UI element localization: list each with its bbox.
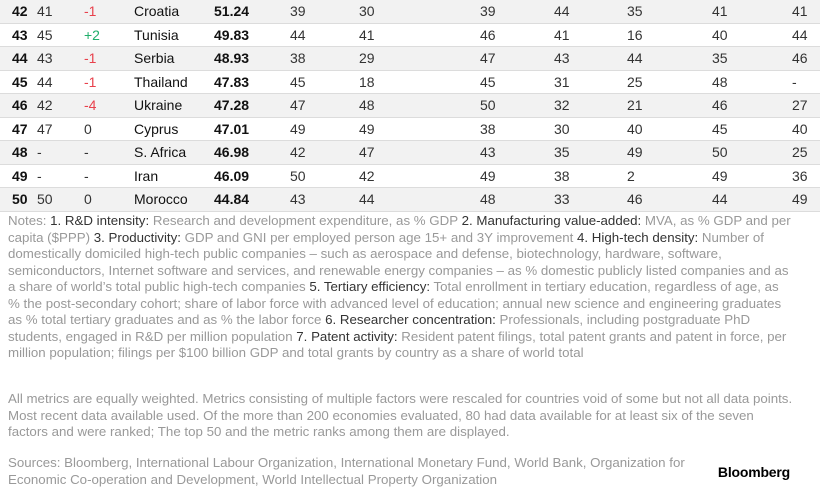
country-cell: Croatia (134, 3, 180, 19)
metric-rank-cell: 25 (627, 73, 643, 90)
metric-rank-cell: 2 (627, 167, 635, 184)
methodology-note: All metrics are equally weighted. Metrics consisting of multiple factors were rescaled for countries void of some but not all data points. Most recent data available used. Of the more than 200 economies evaluated, 80 had data available for at least six of the seven factors and were ranked; The top 50 and the metric ranks among them are displayed. (8, 391, 793, 439)
note-text: Research and development expenditure, as % GDP (149, 213, 462, 228)
metric-rank-cell: 39 (290, 3, 306, 19)
metric-rank-cell: 46 (480, 26, 496, 43)
table-row (0, 47, 820, 71)
metric-rank-cell: 42 (359, 167, 375, 184)
previous-rank-cell: 45 (37, 26, 53, 43)
previous-rank-cell: - (37, 144, 42, 160)
table-row (0, 23, 820, 47)
table-row (0, 141, 820, 165)
metric-rank-cell: 31 (554, 73, 570, 90)
note-text: Resident patent filings, total patent grants and patent in force, per million population; filings per $100 billion GDP and total grants by country as a share of world total (8, 328, 787, 360)
metric-rank-cell: 33 (554, 191, 570, 207)
rank-change-cell: 0 (84, 191, 92, 207)
metric-rank-cell: 50 (712, 144, 728, 160)
rank-cell: 43 (12, 26, 28, 43)
metric-rank-cell: 30 (359, 3, 375, 19)
metric-rank-cell: 39 (480, 3, 496, 19)
rank-cell: 44 (12, 50, 28, 66)
metric-rank-cell: 38 (290, 50, 306, 66)
metric-rank-cell: 45 (290, 73, 306, 90)
note-label: 4. High-tech density: (577, 229, 699, 245)
rank-cell: 48 (12, 144, 28, 160)
rank-cell: 49 (12, 167, 28, 184)
metric-rank-cell: 44 (554, 3, 570, 19)
rank-cell: 42 (12, 3, 28, 19)
previous-rank-cell: 42 (37, 97, 53, 113)
metric-rank-cell: 43 (290, 191, 306, 207)
note-text: MVA, as % GDP and per capita ($PPP) (8, 213, 791, 245)
score-cell: 46.98 (214, 144, 250, 160)
score-cell: 51.24 (214, 3, 250, 19)
metric-rank-cell: 45 (480, 73, 496, 90)
previous-rank-cell: 50 (37, 191, 53, 207)
country-cell: Morocco (134, 191, 188, 207)
metric-rank-cell: 41 (792, 3, 808, 19)
metric-rank-cell: 35 (554, 144, 570, 160)
metric-rank-cell: 41 (554, 26, 570, 43)
score-cell: 49.83 (214, 26, 250, 43)
metric-rank-cell: 25 (792, 144, 808, 160)
note-label: 6. Researcher concentration: (325, 312, 496, 327)
metric-rank-cell: 48 (712, 73, 728, 90)
country-cell: Serbia (134, 50, 175, 66)
metric-rank-cell: 44 (792, 26, 808, 43)
metric-rank-cell: 50 (480, 97, 496, 113)
rank-change-cell: -4 (84, 97, 97, 113)
previous-rank-cell: - (37, 167, 42, 184)
metric-rank-cell: 44 (627, 50, 643, 66)
score-cell: 46.09 (214, 167, 250, 184)
rank-change-cell: - (84, 167, 89, 184)
country-cell: Thailand (134, 73, 188, 90)
score-cell: 44.84 (214, 191, 250, 207)
rank-change-cell: -1 (84, 50, 97, 66)
rank-cell: 47 (12, 120, 28, 137)
country-cell: Cyprus (134, 120, 179, 137)
country-cell: Tunisia (134, 26, 179, 43)
rank-change-cell: 0 (84, 120, 92, 137)
ranking-table (0, 0, 820, 212)
note-text: Total enrollment in tertiary education, regardless of age, as % the post-secondary cohort; share of labor force with advanced level of education; annual new science and engineering graduates as % total tertiary graduates and as % the labor force (8, 279, 782, 327)
metric-rank-cell: 49 (359, 120, 375, 137)
metric-rank-cell: 35 (627, 3, 643, 19)
notes-items (8, 213, 791, 360)
note-label: 3. Productivity: (93, 229, 181, 245)
country-cell: S. Africa (134, 144, 187, 160)
metric-rank-cell: 21 (627, 97, 643, 113)
table-row (0, 0, 820, 23)
notes (8, 213, 793, 362)
rank-change-cell: - (84, 144, 89, 160)
metric-rank-cell: 29 (359, 50, 375, 66)
metric-rank-cell: 48 (359, 97, 375, 113)
metric-rank-cell: 50 (290, 167, 306, 184)
metric-rank-cell: 27 (792, 97, 808, 113)
rank-cell: 46 (12, 97, 28, 113)
previous-rank-cell: 47 (37, 120, 53, 137)
score-cell: 47.01 (214, 120, 250, 137)
note-label: 1. R&D intensity: (50, 213, 150, 228)
metric-rank-cell: 35 (712, 50, 728, 66)
table-row (0, 117, 820, 141)
metric-rank-cell: 16 (627, 26, 643, 43)
previous-rank-cell: 41 (37, 3, 53, 19)
note-text: GDP and GNI per employed person age 15+ and 3Y improvement (180, 229, 578, 245)
metric-rank-cell: 44 (712, 191, 728, 207)
metric-rank-cell: 42 (290, 144, 306, 160)
note-text: Number of domestically domiciled high-tech public companies – such as aerospace and defense, biotechnology, hardware, software, semiconductors, Internet software and services, and renewable energy companies – as % domestic publicly listed companies and as a share of world’s total public high-tech companies (8, 229, 789, 294)
ranking-table-body (0, 0, 820, 211)
table-row (0, 94, 820, 118)
rank-change-cell: -1 (84, 73, 97, 90)
metric-rank-cell: 45 (712, 120, 728, 137)
country-cell: Iran (134, 167, 159, 184)
metric-rank-cell: 41 (359, 26, 375, 43)
metric-rank-cell: 40 (712, 26, 728, 43)
rank-change-cell: -1 (84, 3, 97, 19)
metric-rank-cell: 48 (480, 191, 496, 207)
bloomberg-logo: Bloomberg (717, 464, 790, 480)
notes-prefix: Notes: (8, 213, 51, 228)
metric-rank-cell: 44 (359, 191, 375, 207)
metric-rank-cell: 43 (480, 144, 496, 160)
metric-rank-cell: 41 (712, 3, 728, 19)
table-row (0, 164, 820, 188)
metric-rank-cell: 49 (792, 191, 808, 207)
metric-rank-cell: 47 (290, 97, 306, 113)
metric-rank-cell: 38 (554, 167, 570, 184)
metric-rank-cell: 47 (359, 144, 375, 160)
previous-rank-cell: 43 (37, 50, 53, 66)
metric-rank-cell: 43 (554, 50, 570, 66)
note-label: 2. Manufacturing value-added: (461, 213, 642, 228)
table-row (0, 70, 820, 94)
score-cell: 47.28 (214, 97, 250, 113)
metric-rank-cell: 49 (290, 120, 306, 137)
note-label: 5. Tertiary efficiency: (309, 279, 431, 294)
metric-rank-cell: 18 (359, 73, 375, 90)
score-cell: 47.83 (214, 73, 250, 90)
metric-rank-cell: 49 (480, 167, 496, 184)
metric-rank-cell: 30 (554, 120, 570, 137)
metric-rank-cell: 38 (480, 120, 496, 137)
table-row (0, 188, 820, 212)
rank-cell: 45 (12, 73, 28, 90)
rank-change-cell: +2 (84, 26, 100, 43)
country-cell: Ukraine (134, 97, 183, 113)
metric-rank-cell: 40 (627, 120, 643, 137)
metric-rank-cell: 49 (627, 144, 643, 160)
note-label: 7. Patent activity: (296, 328, 398, 344)
metric-rank-cell: 46 (627, 191, 643, 207)
note-text: Professionals, including postgraduate PhD students, engaged in R&D per million population (8, 312, 751, 344)
previous-rank-cell: 44 (37, 73, 53, 90)
sources-note: Sources: Bloomberg, International Labour Organization, International Monetary Fund, World Bank, Organization for Economic Co-operation and Development, World Intellectual Property Organization (8, 455, 685, 487)
metric-rank-cell: 46 (792, 50, 808, 66)
metric-rank-cell: 40 (792, 120, 808, 137)
metric-rank-cell: 36 (792, 167, 808, 184)
metric-rank-cell: 47 (480, 50, 496, 66)
metric-rank-cell: - (792, 73, 797, 90)
metric-rank-cell: 44 (290, 26, 306, 43)
metric-rank-cell: 49 (712, 167, 728, 184)
rank-cell: 50 (12, 191, 28, 207)
metric-rank-cell: 46 (712, 97, 728, 113)
score-cell: 48.93 (214, 50, 250, 66)
metric-rank-cell: 32 (554, 97, 570, 113)
